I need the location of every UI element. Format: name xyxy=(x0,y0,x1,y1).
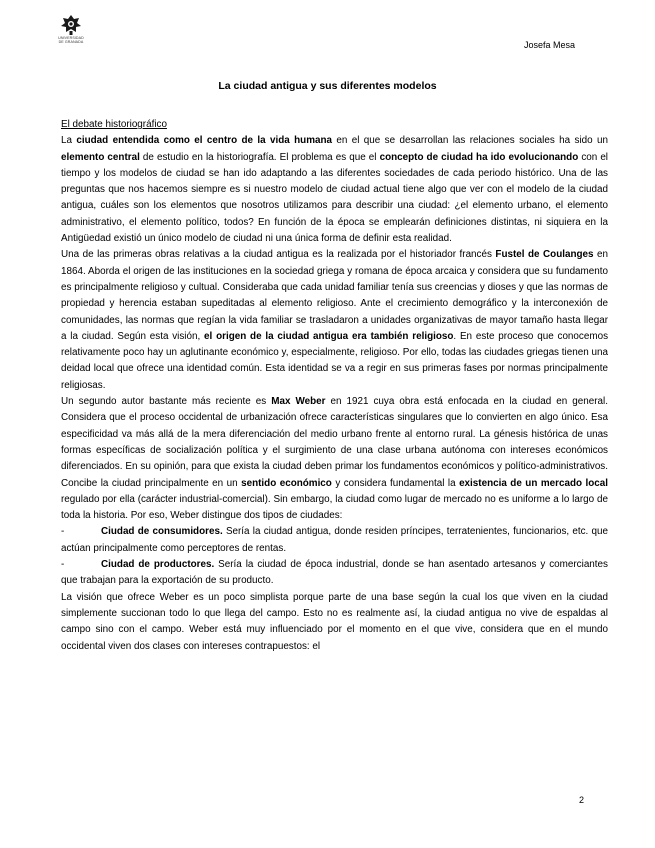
page-number: 2 xyxy=(579,795,585,805)
document-title: La ciudad antigua y sus diferentes modelos xyxy=(218,80,437,92)
bullet-item-productores: - Ciudad de productores. Sería la ciudad de época industrial, donde se han asentado artesanos y comerciantes que trabajan para la exportación de su producto. xyxy=(61,559,608,587)
bullet-item-consumidores: - Ciudad de consumidores. Sería la ciudad antigua, donde residen príncipes, terratenientes, funcionarios, etc. que actúan principalmente como perceptores de rentas. xyxy=(61,526,608,554)
document-body xyxy=(61,117,608,655)
section-heading: El debate historiográfico xyxy=(61,119,167,130)
paragraph-1: La ciudad entendida como el centro de la vida humana en el que se desarrollan las relaciones sociales ha sido un elemento central de estudio en la historiografía. El problema es que el concepto de ciudad ha ido evolucionando con el tiempo y los modelos de ciudad se han ido adaptando a las diferentes sociedades de cada periodo histórico. Una de las preguntas que nos hacemos siempre es si nuestro modelo de ciudad actual tiene algo que ver con el modelo de la ciudad antigua, cuáles son los elementos que nosotros utilizamos para describir una ciudad: ¿el elemento urbano, el elemento administrativo, el elemento político, todos? En función de la época se emplearán definiciones distintas, ni siquiera en la Antigüedad existió un único modelo de ciudad ni una única forma de definir esta realidad. xyxy=(61,135,609,245)
logo-caption-line-2: DE GRANADA xyxy=(58,40,84,44)
university-logo xyxy=(50,14,92,44)
university-crest-icon xyxy=(60,14,82,36)
paragraph-2: Una de las primeras obras relativas a la ciudad antigua es la realizada por el historiador francés Fustel de Coulanges en 1864. Aborda el origen de las instituciones en la sociedad griega y romana de época arcaica y considera que su fundamento es principalmente religioso y cultual. Consideraba que cada unidad familiar tenía sus creencias y dioses y que las normas de propiedad y herencia estaban supeditadas al elemento religioso. Ante el crecimiento demográfico y la interconexión de comunidades, las normas que regían la vida familiar se trasladaron a unidades organizativas de mayor tamaño hasta llegar a la ciudad. Según esta visión, el origen de la ciudad antigua era también religioso. En este proceso que conocemos relativamente poco hay un aglutinante económico y, especialmente, religioso. Por ello, todas las ciudades griegas tienen una deidad local que ofrece una identidad común. Esta identidad se va a regir en sus primeras fases por normas principalmente religiosas. xyxy=(61,249,609,391)
author-name: Josefa Mesa xyxy=(523,40,575,50)
paragraph-3: Un segundo autor bastante más reciente es Max Weber en 1921 cuya obra está enfocada en la ciudad en general. Considera que el proceso occidental de urbanización ofrece características singulares que lo convierten en algo único. Esa especificidad va más allá de la mera diferenciación del medio urbano frente al entorno rural. La génesis histórica de unas formas específicas de socialización política y el surgimiento de una clase urbana autónoma con intereses económicos diferenciados. En su opinión, para que exista la ciudad deben primar los fundamentos económicos y político-administrativos. Concibe la ciudad principalmente en un sentido económico y considera fundamental la existencia de un mercado local regulado por ella (carácter industrial-comercial). Sin embargo, la ciudad como lugar de mercado no es uniforme a lo largo de toda la historia. Por eso, Weber distingue dos tipos de ciudades: xyxy=(61,396,609,522)
logo-caption-line-1: UNIVERSIDAD xyxy=(58,36,84,40)
paragraph-4: La visión que ofrece Weber es un poco simplista porque parte de una base según la cual los que viven en la ciudad simplemente succionan todo lo que llega del campo. Esto no es realmente así, la ciudad antigua no vive de espaldas al campo sino con el campo. Weber está muy influenciado por el momento en el que vive, considera que en el mundo occidental viven dos clases con intereses contrapuestos: el xyxy=(61,591,608,652)
